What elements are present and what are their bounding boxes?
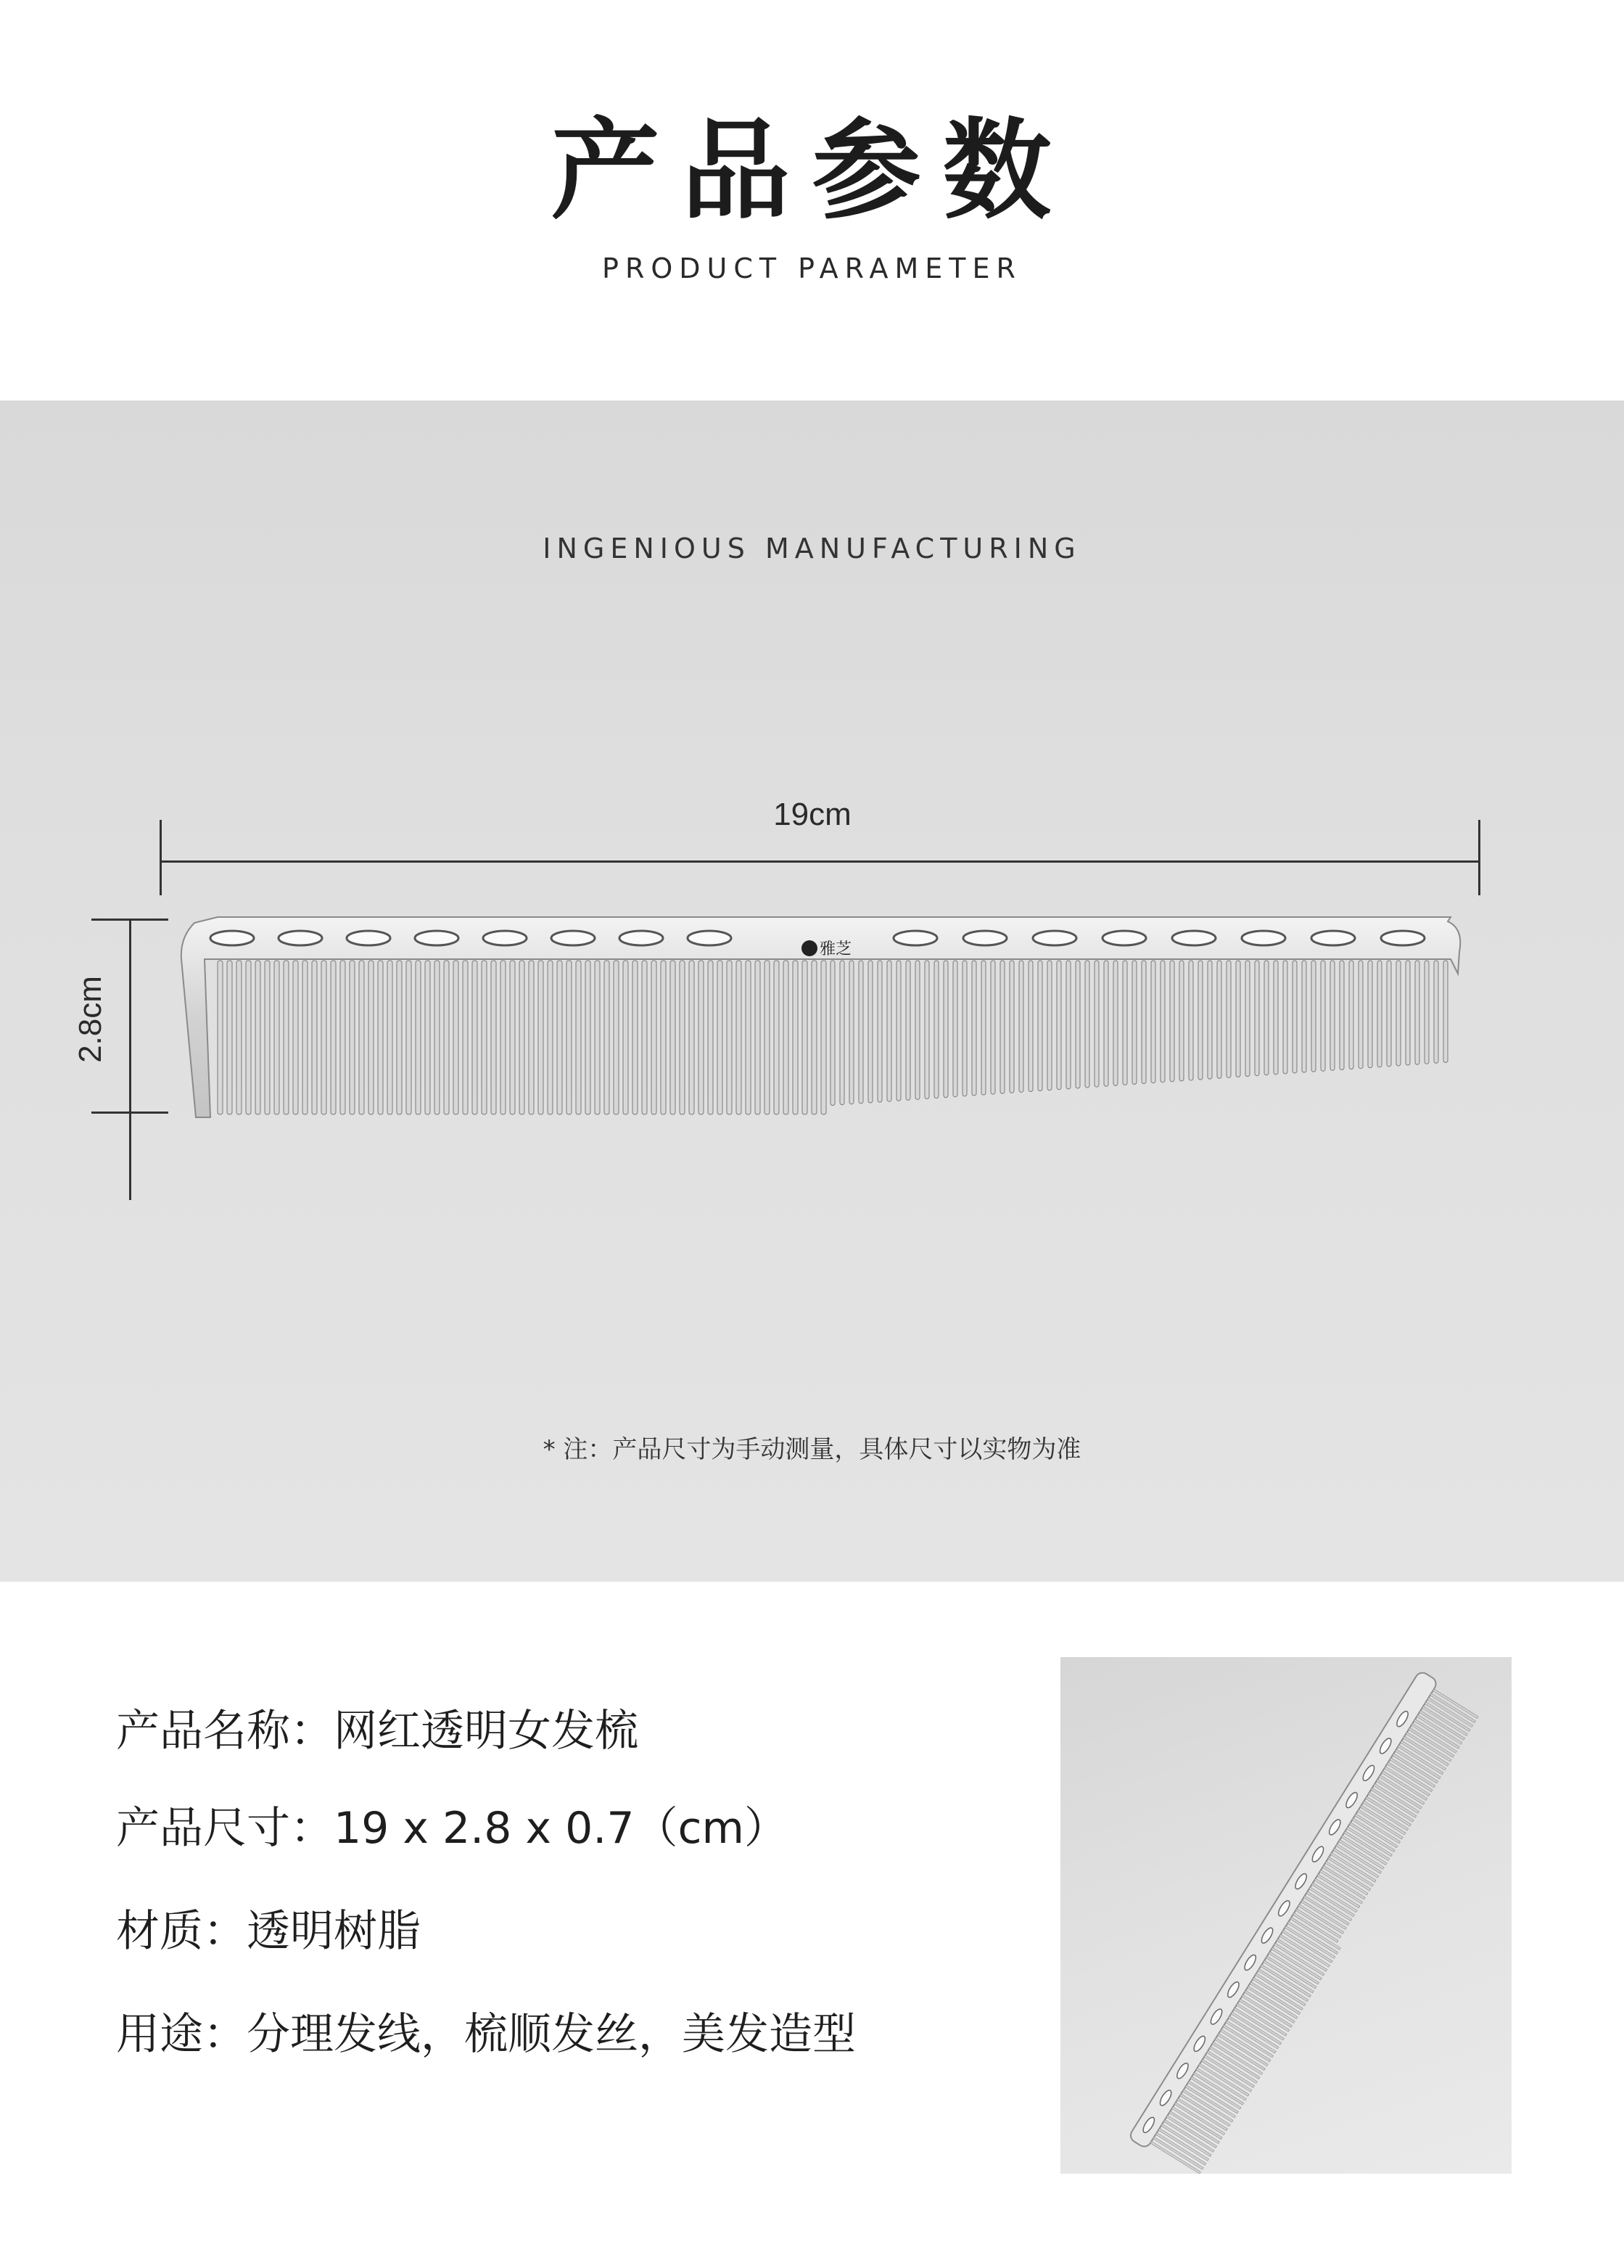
comb-tooth <box>557 961 562 1114</box>
comb-tooth <box>1434 961 1438 1063</box>
thumb-comb-tooth <box>1395 1749 1440 1779</box>
comb-tooth <box>265 961 270 1114</box>
comb-hole <box>551 931 595 945</box>
thumb-comb-tooth <box>1401 1741 1446 1770</box>
comb-tooth <box>1359 961 1363 1069</box>
thumb-comb-tooth <box>1390 1758 1435 1788</box>
comb-tooth <box>1396 961 1401 1066</box>
comb-tooth <box>746 961 751 1114</box>
comb-tooth <box>1387 961 1391 1067</box>
comb-tooth <box>1255 961 1259 1076</box>
comb-tooth <box>246 961 251 1114</box>
comb-tooth <box>1057 961 1061 1090</box>
thumb-comb-tooth <box>1430 1693 1476 1723</box>
comb-tooth <box>840 961 844 1105</box>
comb-tooth <box>1443 961 1448 1063</box>
thumb-comb-tooth <box>1314 1878 1360 1908</box>
comb-tooth <box>783 961 788 1114</box>
comb-tooth <box>830 961 835 1106</box>
comb-tooth <box>604 961 609 1114</box>
comb-tooth <box>651 961 656 1114</box>
comb-tooth <box>1425 961 1429 1064</box>
comb-tooth <box>1000 961 1005 1093</box>
thumb-comb-tooth <box>1298 1905 1344 1934</box>
thumb-comb-tooth <box>1336 1844 1382 1874</box>
comb-tooth <box>915 961 920 1099</box>
comb-tooth <box>887 961 891 1101</box>
comb-tooth <box>1236 961 1240 1077</box>
comb-tooth <box>331 961 336 1114</box>
spec-value: 19 x 2.8 x 0.7（cm） <box>334 1803 788 1854</box>
comb-tooth <box>680 961 685 1114</box>
comb-tooth <box>821 961 826 1114</box>
comb-hole <box>963 931 1007 945</box>
comb-tooth <box>378 961 383 1114</box>
thumb-comb-tooth <box>1363 1801 1409 1831</box>
spec-label: 用途： <box>116 2009 247 2060</box>
comb-tooth <box>387 961 392 1114</box>
comb-hole <box>279 931 322 945</box>
spec-label: 产品名称： <box>116 1706 334 1757</box>
comb-tooth <box>510 961 515 1114</box>
comb-tooth <box>727 961 732 1114</box>
comb-tooth <box>953 961 957 1097</box>
comb-tooth <box>1321 961 1325 1071</box>
comb-tooth <box>897 961 901 1101</box>
comb-tooth <box>274 961 279 1114</box>
comb-tooth <box>1076 961 1080 1088</box>
thumb-comb-tooth <box>1320 1870 1366 1899</box>
comb-tooth <box>1293 961 1297 1073</box>
thumb-comb-tooth <box>1398 1745 1443 1775</box>
measurement-note: * 注：产品尺寸为手动测量，具体尺寸以实物为准 <box>543 1435 1081 1464</box>
comb-tooth <box>491 961 496 1114</box>
comb-tooth <box>1170 961 1174 1082</box>
comb-hole <box>688 931 731 945</box>
thumb-comb-tooth <box>1339 1840 1385 1870</box>
comb-hole <box>1172 931 1216 945</box>
comb-tooth <box>1208 961 1212 1079</box>
thumb-comb-tooth <box>1360 1805 1406 1835</box>
thumb-comb-tooth <box>1317 1874 1363 1904</box>
comb-tooth <box>1161 961 1165 1082</box>
product-thumbnail-image <box>1060 1657 1512 2174</box>
spec-value: 透明树脂 <box>247 1906 421 1957</box>
thumb-comb-tooth <box>1309 1887 1355 1917</box>
comb-tooth <box>1123 961 1127 1085</box>
thumb-comb-tooth <box>1371 1788 1417 1817</box>
comb-tooth <box>321 961 326 1114</box>
thumb-comb-tooth <box>1393 1754 1438 1783</box>
comb-tooth <box>906 961 910 1100</box>
thumb-comb-tooth <box>1330 1852 1376 1882</box>
spec-value: 分理发线，梳顺发丝，美发造型 <box>247 2009 856 2060</box>
spec-usage <box>116 2000 856 2062</box>
comb-tooth <box>566 961 572 1114</box>
comb-tooth <box>981 961 986 1095</box>
thumb-comb-tooth <box>1295 1909 1341 1939</box>
spec-product-size <box>116 1794 788 1856</box>
thumb-comb-tooth <box>1303 1896 1349 1926</box>
comb-tooth <box>1264 961 1269 1075</box>
comb-tooth <box>1227 961 1231 1077</box>
thumb-comb-tooth <box>1419 1711 1465 1741</box>
comb-tooth <box>1151 961 1155 1083</box>
comb-tooth <box>632 961 638 1114</box>
comb-tooth <box>1104 961 1108 1086</box>
comb-tooth <box>255 961 260 1114</box>
comb-tooth <box>585 961 590 1114</box>
comb-tooth <box>859 961 863 1104</box>
comb-tooth <box>397 961 402 1114</box>
comb-tooth <box>1142 961 1146 1084</box>
thumb-comb-tooth <box>1355 1814 1401 1844</box>
comb-tooth <box>548 961 553 1114</box>
comb-tooth <box>340 961 345 1114</box>
comb-tooth <box>359 961 364 1114</box>
comb-tooth <box>595 961 600 1114</box>
thumb-comb-tooth <box>1358 1809 1404 1839</box>
comb-tooth <box>934 961 939 1098</box>
comb-tooth <box>755 961 760 1114</box>
comb-tooth <box>293 961 298 1114</box>
spec-label: 材质： <box>116 1906 247 1957</box>
thumb-comb-tooth <box>1347 1827 1393 1857</box>
thumb-comb-tooth <box>1433 1689 1478 1719</box>
thumb-comb-tooth <box>1385 1767 1430 1796</box>
comb-hole <box>1033 931 1076 945</box>
comb-illustration <box>0 400 1624 1582</box>
thumb-comb-tooth <box>1328 1857 1374 1886</box>
page-subtitle: PRODUCT PARAMETER <box>602 252 1022 284</box>
width-dimension-label: 19cm <box>773 797 852 832</box>
comb-tooth <box>1415 961 1419 1064</box>
thumb-comb-tooth <box>1427 1698 1473 1727</box>
comb-tooth <box>764 961 770 1114</box>
comb-tooth <box>576 961 581 1114</box>
thumb-comb-tooth <box>1387 1762 1433 1792</box>
comb-tooth <box>1217 961 1221 1078</box>
comb-tooth <box>284 961 289 1114</box>
thumb-comb-tooth <box>1411 1723 1457 1753</box>
thumb-comb-tooth <box>1311 1883 1357 1912</box>
comb-tooth <box>538 961 543 1114</box>
comb-tooth <box>1302 961 1306 1072</box>
spec-label: 产品尺寸： <box>116 1803 334 1854</box>
comb-tooth <box>425 961 430 1114</box>
comb-tooth <box>1047 961 1052 1090</box>
comb-tooth <box>1198 961 1203 1080</box>
diagonal-comb-illustration <box>1060 1657 1512 2174</box>
hero-subtitle: INGENIOUS MANUFACTURING <box>543 533 1081 564</box>
comb-tooth <box>236 961 242 1114</box>
thumb-comb-tooth <box>1341 1836 1387 1865</box>
comb-tooth <box>878 961 882 1102</box>
comb-tooth <box>698 961 704 1114</box>
comb-tooth <box>812 961 817 1114</box>
comb-hole <box>1311 931 1355 945</box>
thumb-comb-teeth <box>1150 1689 1483 2174</box>
comb-tooth <box>670 961 675 1114</box>
comb-tooth <box>406 961 411 1114</box>
page-title: 产品参数 <box>551 107 1073 234</box>
product-hero-image <box>0 400 1624 1582</box>
thumb-comb-tooth <box>1352 1818 1398 1848</box>
comb-teeth <box>218 961 1448 1114</box>
comb-tooth <box>1029 961 1033 1092</box>
comb-tooth <box>227 961 232 1114</box>
comb-tooth <box>368 961 374 1114</box>
comb-tooth <box>736 961 741 1114</box>
comb-tooth <box>1368 961 1372 1068</box>
comb-tooth <box>944 961 948 1098</box>
comb-tooth <box>623 961 628 1114</box>
comb-tooth <box>708 961 713 1114</box>
comb-tooth <box>1066 961 1071 1089</box>
comb-tooth <box>868 961 873 1103</box>
comb-tooth <box>416 961 421 1114</box>
thumb-comb-tooth <box>1417 1715 1462 1745</box>
comb-tooth <box>312 961 317 1114</box>
comb-tooth <box>1330 961 1335 1070</box>
comb-tooth <box>1038 961 1042 1091</box>
thumb-comb-tooth <box>1414 1719 1459 1749</box>
thumb-comb-tooth <box>1425 1702 1470 1732</box>
thumb-comb-tooth <box>1379 1775 1425 1805</box>
thumb-comb-tooth <box>1325 1861 1371 1891</box>
comb-hole <box>483 931 527 945</box>
comb-tooth <box>434 961 440 1114</box>
comb-tooth <box>1311 961 1316 1072</box>
comb-tooth <box>849 961 854 1104</box>
comb-tooth <box>1132 961 1137 1085</box>
comb-tooth <box>1245 961 1250 1077</box>
comb-tooth <box>500 961 506 1114</box>
comb-tooth <box>1283 961 1287 1074</box>
comb-tooth <box>482 961 487 1114</box>
comb-tooth <box>1085 961 1089 1088</box>
comb-hole <box>894 931 937 945</box>
comb-tooth <box>1349 961 1353 1069</box>
thumb-comb-tooth <box>1409 1727 1454 1757</box>
comb-hole <box>347 931 390 945</box>
brand-logo-text: 雅芝 <box>820 940 852 958</box>
thumb-comb-tooth <box>1322 1865 1368 1895</box>
comb-tooth <box>1340 961 1344 1070</box>
comb-hole <box>415 931 458 945</box>
thumb-comb-tooth <box>1406 1732 1451 1762</box>
comb-tooth <box>472 961 477 1114</box>
comb-tooth <box>1377 961 1382 1067</box>
comb-tooth <box>1113 961 1118 1085</box>
thumb-comb-tooth <box>1306 1891 1352 1921</box>
comb-tooth <box>453 961 458 1114</box>
comb-hole <box>1102 931 1146 945</box>
thumb-comb-tooth <box>1368 1792 1414 1822</box>
comb-tooth <box>1019 961 1023 1092</box>
thumb-comb-tooth <box>1333 1849 1379 1878</box>
thumb-comb-tooth <box>1349 1823 1395 1852</box>
comb-tooth <box>774 961 779 1114</box>
thumb-comb-tooth <box>1422 1706 1468 1736</box>
comb-hole <box>210 931 254 945</box>
comb-tooth <box>793 961 798 1114</box>
comb-tooth <box>1095 961 1099 1087</box>
comb-tooth <box>1010 961 1014 1093</box>
comb-tooth <box>463 961 468 1114</box>
comb-tooth <box>717 961 722 1114</box>
comb-hole <box>1242 931 1285 945</box>
height-dimension-label: 2.8cm <box>73 976 108 1063</box>
thumb-comb-tooth <box>1366 1796 1411 1826</box>
comb-tooth <box>963 961 967 1096</box>
comb-tooth <box>218 961 223 1114</box>
thumb-comb-tooth <box>1344 1831 1390 1861</box>
brand-logo-icon <box>801 940 817 956</box>
comb-tooth <box>925 961 929 1099</box>
comb-tooth <box>1406 961 1410 1065</box>
comb-tooth <box>991 961 995 1094</box>
comb-tooth <box>444 961 449 1114</box>
thumb-comb-tooth <box>1293 1913 1339 1943</box>
comb-hole <box>1381 931 1425 945</box>
thumb-comb-tooth <box>1377 1780 1422 1809</box>
thumb-comb-tooth <box>1404 1736 1449 1766</box>
spec-value: 网红透明女发梳 <box>334 1706 638 1757</box>
comb-tooth <box>614 961 619 1114</box>
comb-hole <box>619 931 663 945</box>
comb-tooth <box>1274 961 1278 1075</box>
comb-tooth <box>972 961 976 1096</box>
spec-product-name <box>116 1696 638 1759</box>
spec-material <box>116 1897 421 1959</box>
comb-tooth <box>1179 961 1184 1081</box>
comb-tooth <box>689 961 694 1114</box>
comb-tooth <box>661 961 666 1114</box>
comb-tooth <box>529 961 534 1114</box>
comb-tooth <box>1189 961 1193 1080</box>
comb-tooth <box>642 961 647 1114</box>
thumb-comb-tooth <box>1301 1900 1347 1930</box>
comb-tooth <box>350 961 355 1114</box>
comb-tooth <box>302 961 308 1114</box>
comb-tooth <box>802 961 807 1114</box>
thumb-comb-tooth <box>1382 1771 1427 1801</box>
thumb-comb-tooth <box>1374 1784 1419 1814</box>
comb-tooth <box>519 961 524 1114</box>
